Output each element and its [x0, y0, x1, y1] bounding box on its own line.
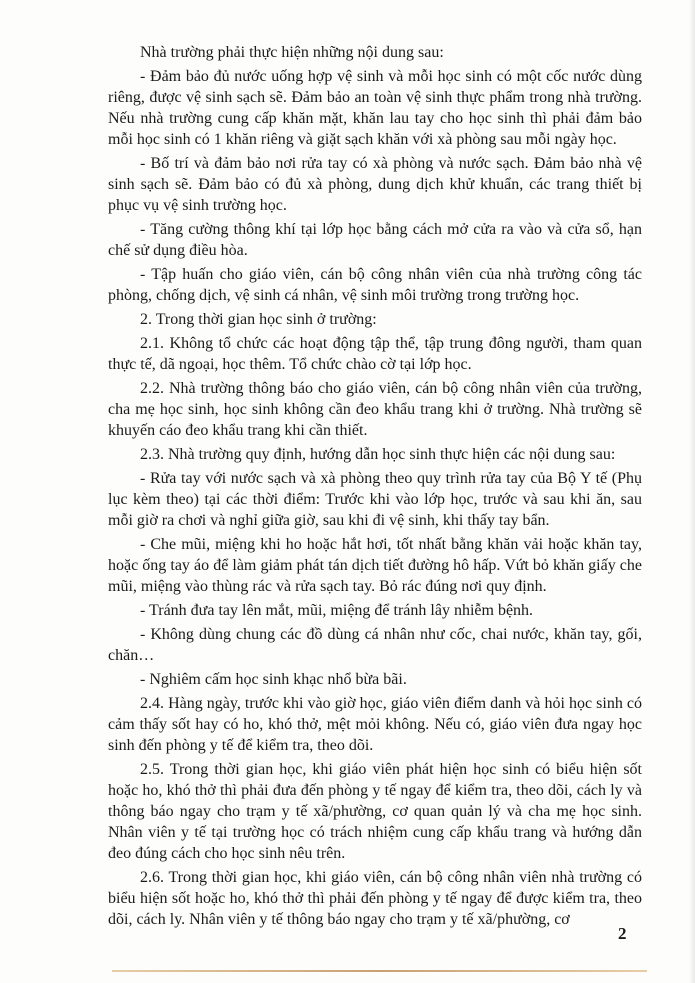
paragraph-2-5: 2.5. Trong thời gian học, khi giáo viên phát hiện học sinh có biểu hiện sốt hoặc ho, khó thở thì phải đưa đến phòng y tế ngay để kiểm tra, theo dõi, cách ly và thông báo ngay cho trạm y tế xã/phường, cơ quan quản lý và cha mẹ học sinh. Nhân viên y tế tại trường học có trách nhiệm cung cấp khẩu trang và hướng dẫn đeo đúng cách cho học sinh nêu trên. [108, 761, 642, 862]
paragraph-no-sharing: - Không dùng chung các đồ dùng cá nhân như cốc, chai nước, khăn tay, gối, chăn… [108, 626, 642, 664]
page-number: 2 [618, 924, 627, 943]
paragraph-2-2: 2.2. Nhà trường thông báo cho giáo viên, cán bộ công nhân viên của trường, cha mẹ học sinh, học sinh không cần đeo khẩu trang khi ở trường. Nhà trường sẽ khuyến cáo đeo khẩu trang khi cần thiết. [108, 380, 642, 439]
section-heading-2: 2. Trong thời gian học sinh ở trường: [140, 311, 377, 328]
paragraph-avoid-touching: - Tránh đưa tay lên mắt, mũi, miệng để tránh lây nhiễm bệnh. [140, 602, 534, 619]
paragraph-water-hygiene: - Đảm bảo đủ nước uống hợp vệ sinh và mỗi học sinh có một cốc nước dùng riêng, được vệ sinh sạch sẽ. Đảm bảo an toàn vệ sinh thực phẩm trong nhà trường. Nếu nhà trường cung cấp khăn mặt, khăn lau tay cho học sinh thì phải đảm bảo mỗi học sinh có 1 khăn riêng và giặt sạch khăn với xà phòng sau mỗi ngày học. [108, 68, 642, 148]
paragraph-no-spitting: - Nghiêm cấm học sinh khạc nhổ bừa bãi. [140, 671, 407, 688]
footer-divider [112, 970, 647, 972]
paragraph-staff-training: - Tập huấn cho giáo viên, cán bộ công nhân viên của nhà trường công tác phòng, chống dịch, vệ sinh cá nhân, vệ sinh môi trường trong trường học. [108, 266, 642, 304]
paragraph-2-4: 2.4. Hàng ngày, trước khi vào giờ học, giáo viên điểm danh và hỏi học sinh có cảm thấy sốt hay có ho, khó thở, mệt mỏi không. Nếu có, giáo viên đưa ngay học sinh đến phòng y tế để kiểm tra, theo dõi. [108, 695, 642, 754]
paragraph-cover-cough: - Che mũi, miệng khi ho hoặc hắt hơi, tốt nhất bằng khăn vải hoặc khăn tay, hoặc ống tay áo để làm giảm phát tán dịch tiết đường hô hấp. Vứt bỏ khăn giấy che mũi, miệng vào thùng rác và rửa sạch tay. Bỏ rác đúng nơi quy định. [108, 536, 642, 595]
paragraph-2-6: 2.6. Trong thời gian học, khi giáo viên, cán bộ công nhân viên nhà trường có biểu hiện sốt hoặc ho, khó thở thì phải đến phòng y tế ngay để được kiểm tra, theo dõi, cách ly. Nhân viên y tế thông báo ngay cho trạm y tế xã/phường, cơ [108, 869, 642, 928]
page-edge-shadow [689, 0, 695, 983]
paragraph-handwashing-area: - Bố trí và đảm bảo nơi rửa tay có xà phòng và nước sạch. Đảm bảo nhà vệ sinh sạch sẽ. Đảm bảo có đủ xà phòng, dung dịch khử khuẩn, các trang thiết bị phục vụ vệ sinh trường học. [108, 155, 642, 214]
document-body [108, 42, 642, 933]
paragraph-2-3: 2.3. Nhà trường quy định, hướng dẫn học sinh thực hiện các nội dung sau: [140, 446, 616, 463]
paragraph-ventilation: - Tăng cường thông khí tại lớp học bằng cách mở cửa ra vào và cửa sổ, hạn chế sử dụng điều hòa. [108, 221, 642, 259]
paragraph-handwashing: - Rửa tay với nước sạch và xà phòng theo quy trình rửa tay của Bộ Y tế (Phụ lục kèm theo) tại các thời điểm: Trước khi vào lớp học, trước và sau khi ăn, sau mỗi giờ ra chơi và nghỉ giữa giờ, sau khi đi vệ sinh, khi thấy tay bẩn. [108, 470, 642, 529]
paragraph-intro: Nhà trường phải thực hiện những nội dung sau: [140, 44, 444, 61]
paragraph-2-1: 2.1. Không tổ chức các hoạt động tập thể, tập trung đông người, tham quan thực tế, dã ngoại, học thêm. Tổ chức chào cờ tại lớp học. [108, 335, 642, 373]
